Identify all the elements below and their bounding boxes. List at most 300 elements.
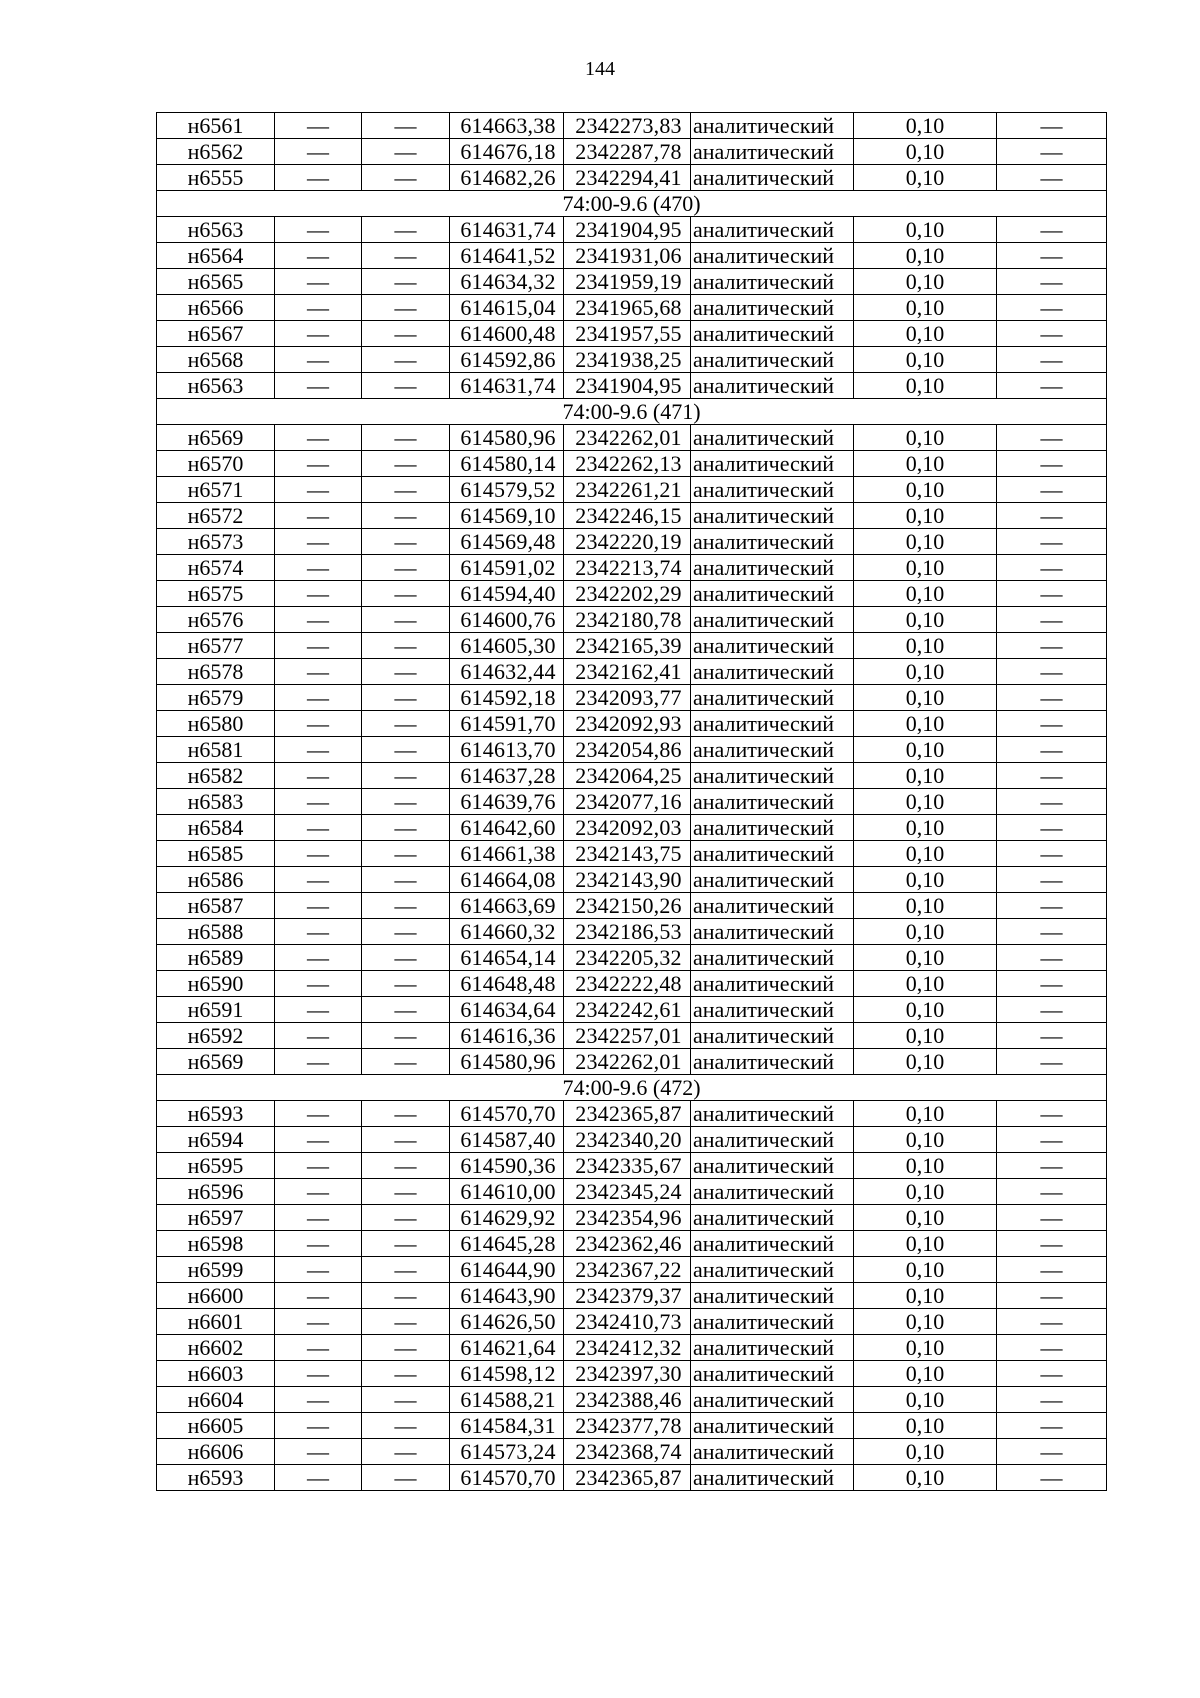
note-cell: —: [997, 1335, 1107, 1361]
y-coordinate-cell: 2341904,95: [564, 373, 691, 399]
y-coordinate-cell: 2341965,68: [564, 295, 691, 321]
y-coordinate-cell: 2342064,25: [564, 763, 691, 789]
dash-cell: —: [275, 997, 362, 1023]
x-coordinate-cell: 614569,10: [450, 503, 564, 529]
note-cell: —: [997, 347, 1107, 373]
point-cell: н6583: [157, 789, 275, 815]
x-coordinate-cell: 614605,30: [450, 633, 564, 659]
y-coordinate-cell: 2342092,03: [564, 815, 691, 841]
accuracy-cell: 0,10: [854, 451, 997, 477]
dash-cell: —: [362, 269, 450, 295]
x-coordinate-cell: 614600,48: [450, 321, 564, 347]
x-coordinate-cell: 614642,60: [450, 815, 564, 841]
y-coordinate-cell: 2342213,74: [564, 555, 691, 581]
note-cell: —: [997, 971, 1107, 997]
x-coordinate-cell: 614587,40: [450, 1127, 564, 1153]
accuracy-cell: 0,10: [854, 1283, 997, 1309]
x-coordinate-cell: 614588,21: [450, 1387, 564, 1413]
point-cell: н6604: [157, 1387, 275, 1413]
method-cell: аналитический: [691, 841, 854, 867]
dash-cell: —: [362, 1309, 450, 1335]
dash-cell: —: [275, 425, 362, 451]
table-row: [157, 867, 1107, 893]
method-cell: аналитический: [691, 945, 854, 971]
accuracy-cell: 0,10: [854, 581, 997, 607]
x-coordinate-cell: 614641,52: [450, 243, 564, 269]
x-coordinate-cell: 614569,48: [450, 529, 564, 555]
dash-cell: —: [362, 893, 450, 919]
method-cell: аналитический: [691, 1465, 854, 1491]
accuracy-cell: 0,10: [854, 1205, 997, 1231]
accuracy-cell: 0,10: [854, 1439, 997, 1465]
dash-cell: —: [362, 607, 450, 633]
point-cell: н6594: [157, 1127, 275, 1153]
dash-cell: —: [275, 1335, 362, 1361]
dash-cell: —: [275, 841, 362, 867]
y-coordinate-cell: 2341904,95: [564, 217, 691, 243]
dash-cell: —: [362, 1335, 450, 1361]
table-row: [157, 1465, 1107, 1491]
table-row: [157, 373, 1107, 399]
x-coordinate-cell: 614663,38: [450, 113, 564, 139]
point-cell: н6582: [157, 763, 275, 789]
table-row: [157, 1439, 1107, 1465]
dash-cell: —: [362, 451, 450, 477]
note-cell: —: [997, 685, 1107, 711]
point-cell: н6593: [157, 1101, 275, 1127]
point-cell: н6562: [157, 139, 275, 165]
x-coordinate-cell: 614615,04: [450, 295, 564, 321]
method-cell: аналитический: [691, 1179, 854, 1205]
point-cell: н6588: [157, 919, 275, 945]
y-coordinate-cell: 2342077,16: [564, 789, 691, 815]
accuracy-cell: 0,10: [854, 425, 997, 451]
dash-cell: —: [362, 1153, 450, 1179]
note-cell: —: [997, 217, 1107, 243]
dash-cell: —: [275, 451, 362, 477]
x-coordinate-cell: 614570,70: [450, 1465, 564, 1491]
note-cell: —: [997, 1127, 1107, 1153]
accuracy-cell: 0,10: [854, 867, 997, 893]
dash-cell: —: [362, 321, 450, 347]
y-coordinate-cell: 2342362,46: [564, 1231, 691, 1257]
accuracy-cell: 0,10: [854, 815, 997, 841]
y-coordinate-cell: 2342412,32: [564, 1335, 691, 1361]
point-cell: н6593: [157, 1465, 275, 1491]
note-cell: —: [997, 321, 1107, 347]
method-cell: аналитический: [691, 1283, 854, 1309]
y-coordinate-cell: 2342054,86: [564, 737, 691, 763]
table-row: [157, 347, 1107, 373]
note-cell: —: [997, 1257, 1107, 1283]
table-row: [157, 1049, 1107, 1075]
table-row: [157, 893, 1107, 919]
dash-cell: —: [275, 555, 362, 581]
dash-cell: —: [362, 841, 450, 867]
y-coordinate-cell: 2342162,41: [564, 659, 691, 685]
accuracy-cell: 0,10: [854, 945, 997, 971]
accuracy-cell: 0,10: [854, 1049, 997, 1075]
dash-cell: —: [275, 1439, 362, 1465]
y-coordinate-cell: 2342340,20: [564, 1127, 691, 1153]
point-cell: н6570: [157, 451, 275, 477]
dash-cell: —: [275, 1127, 362, 1153]
accuracy-cell: 0,10: [854, 529, 997, 555]
note-cell: —: [997, 1205, 1107, 1231]
y-coordinate-cell: 2342092,93: [564, 711, 691, 737]
note-cell: —: [997, 1153, 1107, 1179]
method-cell: аналитический: [691, 815, 854, 841]
y-coordinate-cell: 2342262,01: [564, 1049, 691, 1075]
table-row: [157, 503, 1107, 529]
x-coordinate-cell: 614592,18: [450, 685, 564, 711]
accuracy-cell: 0,10: [854, 1335, 997, 1361]
table-body: [157, 113, 1107, 1491]
dash-cell: —: [275, 893, 362, 919]
note-cell: —: [997, 581, 1107, 607]
note-cell: —: [997, 737, 1107, 763]
x-coordinate-cell: 614580,96: [450, 425, 564, 451]
method-cell: аналитический: [691, 1335, 854, 1361]
x-coordinate-cell: 614573,24: [450, 1439, 564, 1465]
accuracy-cell: 0,10: [854, 1127, 997, 1153]
y-coordinate-cell: 2342222,48: [564, 971, 691, 997]
x-coordinate-cell: 614637,28: [450, 763, 564, 789]
y-coordinate-cell: 2341959,19: [564, 269, 691, 295]
note-cell: —: [997, 1309, 1107, 1335]
accuracy-cell: 0,10: [854, 217, 997, 243]
dash-cell: —: [275, 945, 362, 971]
note-cell: —: [997, 295, 1107, 321]
dash-cell: —: [362, 1257, 450, 1283]
method-cell: аналитический: [691, 1049, 854, 1075]
dash-cell: —: [275, 139, 362, 165]
x-coordinate-cell: 614676,18: [450, 139, 564, 165]
table-row: [157, 425, 1107, 451]
y-coordinate-cell: 2342093,77: [564, 685, 691, 711]
point-cell: н6603: [157, 1361, 275, 1387]
x-coordinate-cell: 614664,08: [450, 867, 564, 893]
note-cell: —: [997, 1439, 1107, 1465]
dash-cell: —: [362, 789, 450, 815]
note-cell: —: [997, 1387, 1107, 1413]
table-row: [157, 1205, 1107, 1231]
x-coordinate-cell: 614639,76: [450, 789, 564, 815]
x-coordinate-cell: 614661,38: [450, 841, 564, 867]
dash-cell: —: [275, 633, 362, 659]
method-cell: аналитический: [691, 321, 854, 347]
point-cell: н6577: [157, 633, 275, 659]
note-cell: —: [997, 373, 1107, 399]
section-title: 74:00-9.6 (471): [157, 399, 1107, 425]
table-row: [157, 1231, 1107, 1257]
point-cell: н6585: [157, 841, 275, 867]
dash-cell: —: [362, 581, 450, 607]
dash-cell: —: [362, 1387, 450, 1413]
note-cell: —: [997, 1101, 1107, 1127]
y-coordinate-cell: 2342180,78: [564, 607, 691, 633]
y-coordinate-cell: 2342287,78: [564, 139, 691, 165]
dash-cell: —: [275, 269, 362, 295]
accuracy-cell: 0,10: [854, 711, 997, 737]
dash-cell: —: [362, 373, 450, 399]
table-row: [157, 1335, 1107, 1361]
dash-cell: —: [275, 607, 362, 633]
section-header-row: [157, 1075, 1107, 1101]
point-cell: н6587: [157, 893, 275, 919]
table-row: [157, 1127, 1107, 1153]
table-row: [157, 1283, 1107, 1309]
dash-cell: —: [362, 971, 450, 997]
y-coordinate-cell: 2342367,22: [564, 1257, 691, 1283]
y-coordinate-cell: 2342410,73: [564, 1309, 691, 1335]
dash-cell: —: [275, 217, 362, 243]
point-cell: н6598: [157, 1231, 275, 1257]
point-cell: н6575: [157, 581, 275, 607]
x-coordinate-cell: 614570,70: [450, 1101, 564, 1127]
point-cell: н6590: [157, 971, 275, 997]
method-cell: аналитический: [691, 451, 854, 477]
dash-cell: —: [362, 555, 450, 581]
point-cell: н6579: [157, 685, 275, 711]
point-cell: н6592: [157, 1023, 275, 1049]
point-cell: н6576: [157, 607, 275, 633]
table-row: [157, 555, 1107, 581]
method-cell: аналитический: [691, 711, 854, 737]
dash-cell: —: [362, 295, 450, 321]
y-coordinate-cell: 2342397,30: [564, 1361, 691, 1387]
point-cell: н6574: [157, 555, 275, 581]
x-coordinate-cell: 614600,76: [450, 607, 564, 633]
method-cell: аналитический: [691, 1231, 854, 1257]
point-cell: н6596: [157, 1179, 275, 1205]
dash-cell: —: [362, 1101, 450, 1127]
dash-cell: —: [275, 1153, 362, 1179]
note-cell: —: [997, 919, 1107, 945]
accuracy-cell: 0,10: [854, 607, 997, 633]
note-cell: —: [997, 139, 1107, 165]
table-row: [157, 1309, 1107, 1335]
accuracy-cell: 0,10: [854, 1309, 997, 1335]
dash-cell: —: [362, 997, 450, 1023]
note-cell: —: [997, 269, 1107, 295]
accuracy-cell: 0,10: [854, 789, 997, 815]
accuracy-cell: 0,10: [854, 1387, 997, 1413]
note-cell: —: [997, 841, 1107, 867]
dash-cell: —: [275, 867, 362, 893]
table-row: [157, 165, 1107, 191]
point-cell: н6573: [157, 529, 275, 555]
y-coordinate-cell: 2342262,01: [564, 425, 691, 451]
dash-cell: —: [275, 1257, 362, 1283]
x-coordinate-cell: 614592,86: [450, 347, 564, 373]
dash-cell: —: [275, 763, 362, 789]
y-coordinate-cell: 2342205,32: [564, 945, 691, 971]
point-cell: н6578: [157, 659, 275, 685]
accuracy-cell: 0,10: [854, 321, 997, 347]
point-cell: н6601: [157, 1309, 275, 1335]
dash-cell: —: [362, 659, 450, 685]
dash-cell: —: [362, 737, 450, 763]
accuracy-cell: 0,10: [854, 659, 997, 685]
table-row: [157, 529, 1107, 555]
note-cell: —: [997, 503, 1107, 529]
y-coordinate-cell: 2342261,21: [564, 477, 691, 503]
dash-cell: —: [275, 1179, 362, 1205]
note-cell: —: [997, 945, 1107, 971]
note-cell: —: [997, 1231, 1107, 1257]
note-cell: —: [997, 633, 1107, 659]
method-cell: аналитический: [691, 1127, 854, 1153]
x-coordinate-cell: 614629,92: [450, 1205, 564, 1231]
table-row: [157, 321, 1107, 347]
accuracy-cell: 0,10: [854, 373, 997, 399]
table-row: [157, 1023, 1107, 1049]
table-row: [157, 139, 1107, 165]
accuracy-cell: 0,10: [854, 1257, 997, 1283]
y-coordinate-cell: 2342262,13: [564, 451, 691, 477]
method-cell: аналитический: [691, 1153, 854, 1179]
table-row: [157, 1387, 1107, 1413]
y-coordinate-cell: 2342365,87: [564, 1465, 691, 1491]
point-cell: н6561: [157, 113, 275, 139]
dash-cell: —: [362, 217, 450, 243]
table-row: [157, 945, 1107, 971]
dash-cell: —: [275, 1361, 362, 1387]
dash-cell: —: [362, 867, 450, 893]
x-coordinate-cell: 614660,32: [450, 919, 564, 945]
note-cell: —: [997, 1023, 1107, 1049]
table-row: [157, 269, 1107, 295]
method-cell: аналитический: [691, 919, 854, 945]
method-cell: аналитический: [691, 243, 854, 269]
table-row: [157, 841, 1107, 867]
table-row: [157, 737, 1107, 763]
point-cell: н6565: [157, 269, 275, 295]
accuracy-cell: 0,10: [854, 503, 997, 529]
dash-cell: —: [362, 1283, 450, 1309]
dash-cell: —: [275, 737, 362, 763]
table-row: [157, 295, 1107, 321]
point-cell: н6580: [157, 711, 275, 737]
note-cell: —: [997, 815, 1107, 841]
method-cell: аналитический: [691, 373, 854, 399]
x-coordinate-cell: 614591,70: [450, 711, 564, 737]
dash-cell: —: [275, 789, 362, 815]
y-coordinate-cell: 2342388,46: [564, 1387, 691, 1413]
x-coordinate-cell: 614626,50: [450, 1309, 564, 1335]
note-cell: —: [997, 1413, 1107, 1439]
note-cell: —: [997, 893, 1107, 919]
accuracy-cell: 0,10: [854, 1361, 997, 1387]
point-cell: н6581: [157, 737, 275, 763]
method-cell: аналитический: [691, 295, 854, 321]
dash-cell: —: [275, 815, 362, 841]
y-coordinate-cell: 2342335,67: [564, 1153, 691, 1179]
y-coordinate-cell: 2342377,78: [564, 1413, 691, 1439]
method-cell: аналитический: [691, 139, 854, 165]
table-row: [157, 1153, 1107, 1179]
table-row: [157, 1413, 1107, 1439]
note-cell: —: [997, 1049, 1107, 1075]
method-cell: аналитический: [691, 503, 854, 529]
accuracy-cell: 0,10: [854, 139, 997, 165]
point-cell: н6569: [157, 425, 275, 451]
y-coordinate-cell: 2341931,06: [564, 243, 691, 269]
x-coordinate-cell: 614645,28: [450, 1231, 564, 1257]
method-cell: аналитический: [691, 555, 854, 581]
note-cell: —: [997, 477, 1107, 503]
coordinates-table: [156, 112, 1107, 1491]
accuracy-cell: 0,10: [854, 243, 997, 269]
y-coordinate-cell: 2342246,15: [564, 503, 691, 529]
y-coordinate-cell: 2341957,55: [564, 321, 691, 347]
dash-cell: —: [362, 1049, 450, 1075]
method-cell: аналитический: [691, 113, 854, 139]
table-row: [157, 1101, 1107, 1127]
table-row: [157, 997, 1107, 1023]
dash-cell: —: [275, 1283, 362, 1309]
dash-cell: —: [275, 919, 362, 945]
dash-cell: —: [362, 1205, 450, 1231]
dash-cell: —: [275, 295, 362, 321]
method-cell: аналитический: [691, 607, 854, 633]
y-coordinate-cell: 2342354,96: [564, 1205, 691, 1231]
point-cell: н6555: [157, 165, 275, 191]
dash-cell: —: [275, 971, 362, 997]
dash-cell: —: [362, 763, 450, 789]
point-cell: н6595: [157, 1153, 275, 1179]
method-cell: аналитический: [691, 633, 854, 659]
note-cell: —: [997, 659, 1107, 685]
dash-cell: —: [275, 685, 362, 711]
accuracy-cell: 0,10: [854, 1153, 997, 1179]
method-cell: аналитический: [691, 1205, 854, 1231]
x-coordinate-cell: 614654,14: [450, 945, 564, 971]
dash-cell: —: [362, 113, 450, 139]
method-cell: аналитический: [691, 1413, 854, 1439]
table-row: [157, 477, 1107, 503]
dash-cell: —: [275, 165, 362, 191]
dash-cell: —: [275, 711, 362, 737]
accuracy-cell: 0,10: [854, 633, 997, 659]
dash-cell: —: [362, 1413, 450, 1439]
accuracy-cell: 0,10: [854, 477, 997, 503]
dash-cell: —: [362, 139, 450, 165]
accuracy-cell: 0,10: [854, 841, 997, 867]
note-cell: —: [997, 425, 1107, 451]
y-coordinate-cell: 2342379,37: [564, 1283, 691, 1309]
dash-cell: —: [275, 1309, 362, 1335]
note-cell: —: [997, 1283, 1107, 1309]
x-coordinate-cell: 614632,44: [450, 659, 564, 685]
y-coordinate-cell: 2342273,83: [564, 113, 691, 139]
table-row: [157, 659, 1107, 685]
point-cell: н6586: [157, 867, 275, 893]
dash-cell: —: [275, 113, 362, 139]
x-coordinate-cell: 614579,52: [450, 477, 564, 503]
method-cell: аналитический: [691, 997, 854, 1023]
dash-cell: —: [362, 1179, 450, 1205]
table-row: [157, 633, 1107, 659]
dash-cell: —: [275, 347, 362, 373]
dash-cell: —: [362, 1465, 450, 1491]
note-cell: —: [997, 1179, 1107, 1205]
table-row: [157, 711, 1107, 737]
table-row: [157, 217, 1107, 243]
method-cell: аналитический: [691, 529, 854, 555]
section-title: 74:00-9.6 (470): [157, 191, 1107, 217]
